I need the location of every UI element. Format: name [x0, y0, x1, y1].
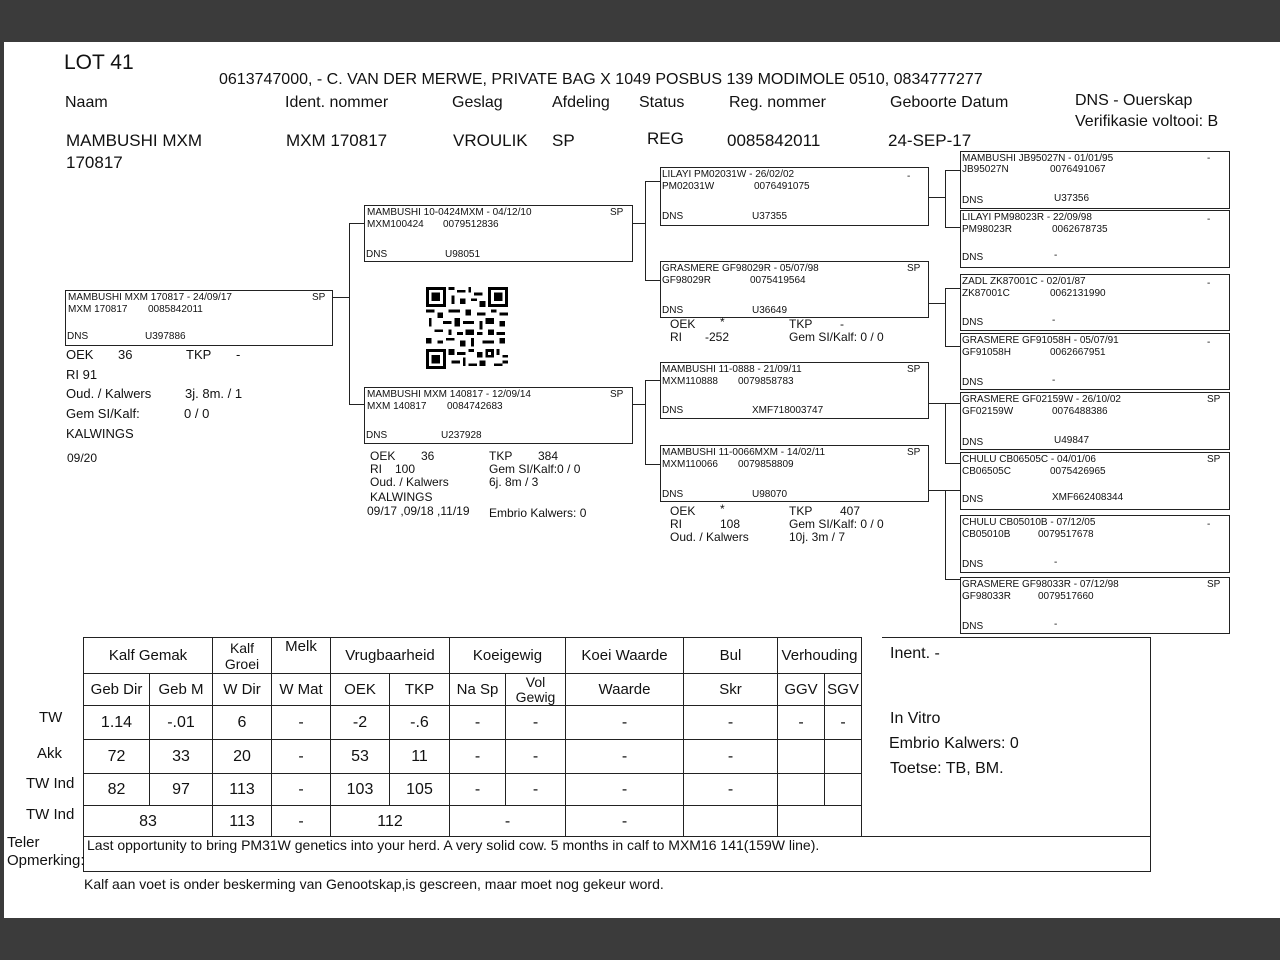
box-section: SP [1207, 454, 1221, 465]
gen2-oek-label: OEK [670, 317, 696, 331]
lot-number: LOT 41 [64, 51, 134, 74]
gen2-oek-value: * [720, 502, 725, 516]
header-afdeling: Afdeling [552, 94, 610, 111]
dam-tkp-label: TKP [489, 449, 513, 463]
box-dns-code: U98051 [445, 249, 481, 260]
gen2-tkp-value: - [840, 317, 844, 331]
pedigree-gen3-box [960, 333, 1230, 390]
box-dns: DNS [366, 430, 388, 441]
group-bul: Bul [684, 638, 778, 674]
akk-ggv [778, 740, 825, 774]
box-dns-code: U36649 [752, 305, 788, 316]
box-title: GRASMERE GF02159W - 26/10/02 [962, 394, 1121, 405]
subject-oud-value: 3j. 8m. / 1 [185, 386, 243, 401]
ind-sgv [825, 774, 862, 806]
box-section: - [1207, 214, 1211, 225]
subject-gem-label: Gem SI/Kalf: [66, 406, 140, 421]
tw-w-mat: - [272, 706, 331, 740]
table-subheader-row [84, 674, 862, 706]
box-dns: DNS [366, 249, 388, 260]
box-reg: 0076491075 [754, 181, 810, 192]
pedigree-gen3-box [960, 274, 1230, 331]
ind-vol-gewig: - [506, 774, 566, 806]
box-dns-code: U37355 [752, 211, 788, 222]
ind-w-dir: 113 [213, 774, 272, 806]
dam-embrio: Embrio Kalwers: 0 [489, 506, 587, 520]
remarks-label: Teler [7, 834, 40, 851]
connector [945, 403, 946, 463]
box-section: SP [907, 364, 921, 375]
box-dns: DNS [67, 331, 89, 342]
inent-label: Inent. - [890, 645, 940, 662]
sub-waarde: Waarde [566, 674, 684, 706]
sub-vol-gewig: Vol Gewig [506, 674, 566, 706]
subject-ri: RI 91 [66, 367, 98, 382]
gen2-ri-value: 108 [720, 517, 741, 531]
box-ident: MXM110066 [662, 459, 718, 470]
sub-w-dir: W Dir [213, 674, 272, 706]
pedigree-gen3-box [960, 392, 1230, 450]
gen2-tkp-value: 407 [840, 504, 861, 518]
in-vitro-label: In Vitro [890, 710, 941, 727]
table-row [84, 806, 862, 838]
box-ident: MXM110888 [662, 376, 718, 387]
box-section: SP [1207, 394, 1221, 405]
connector [929, 197, 945, 198]
table-row [84, 740, 862, 774]
header-naam: Naam [65, 94, 108, 111]
box-title: MAMBUSHI MXM 140817 - 12/09/14 [367, 389, 531, 400]
box-section: SP [610, 207, 624, 218]
connector [945, 170, 960, 171]
box-title: GRASMERE GF98029R - 05/07/98 [662, 263, 819, 274]
box-ident: PM02031W [662, 181, 715, 192]
ind-w-mat: - [272, 774, 331, 806]
box-section: SP [312, 292, 326, 303]
connector [349, 223, 364, 224]
box-section: SP [907, 447, 921, 458]
akk-oek: 53 [331, 740, 390, 774]
group-verhouding: Verhouding [778, 638, 862, 674]
box-title: MAMBUSHI MXM 170817 - 24/09/17 [68, 292, 232, 303]
dam-oek-value: 36 [421, 449, 435, 463]
connector [945, 288, 946, 346]
akk-tkp: 11 [390, 740, 450, 774]
connector [349, 223, 350, 404]
sub-skr: Skr [684, 674, 778, 706]
box-ident: MXM 170817 [68, 304, 128, 315]
ind2-koei-waarde: - [566, 806, 684, 838]
sub-sgv: SGV [825, 674, 862, 706]
group-kalf-groei: Kalf Groei [213, 638, 272, 674]
box-title: ZADL ZK87001C - 02/01/87 [962, 276, 1086, 287]
pedigree-gen3-box [960, 577, 1230, 634]
row-label-tw-ind-2: TW Ind [26, 806, 75, 823]
pedigree-sire-box [364, 205, 633, 262]
box-dns-code: - [1052, 315, 1056, 326]
pedigree-subject-box [65, 290, 333, 346]
akk-waarde: - [566, 740, 684, 774]
box-reg: 0079512836 [443, 219, 499, 230]
box-reg: 0079858783 [738, 376, 794, 387]
sub-na-sp: Na Sp [450, 674, 506, 706]
box-title: MAMBUSHI 11-0066MXM - 14/02/11 [662, 447, 826, 458]
box-title: CHULU CB06505C - 04/01/06 [962, 454, 1096, 465]
dam-ri-value: 100 [395, 462, 416, 476]
breeding-values-table [83, 637, 862, 838]
ind2-verhouding [778, 806, 862, 838]
subject-oek-value: 36 [118, 347, 133, 362]
box-title: GRASMERE GF98033R - 07/12/98 [962, 579, 1119, 590]
tw-w-dir: 6 [213, 706, 272, 740]
breeder-line: 0613747000, - C. VAN DER MERWE, PRIVATE BAG X 1049 POSBUS 139 MODIMOLE 0510, 0834777277 [219, 71, 983, 88]
connector [945, 227, 960, 228]
subject-oek-label: OEK [66, 347, 94, 362]
box-dns: DNS [962, 252, 984, 263]
animal-name-2: 170817 [66, 153, 123, 172]
box-ident: GF98029R [662, 275, 711, 286]
group-vrugbaarheid: Vrugbaarheid [331, 638, 450, 674]
gen2-oud-value: 10j. 3m / 7 [789, 530, 846, 544]
box-title: MAMBUSHI 11-0888 - 21/09/11 [662, 364, 802, 375]
pedigree-gen3-box [960, 452, 1230, 510]
header-dns: DNS - Ouerskap [1075, 92, 1193, 109]
tw-oek: -2 [331, 706, 390, 740]
box-ident: MXM100424 [367, 219, 424, 230]
box-section: SP [610, 389, 624, 400]
connector [945, 490, 960, 491]
box-reg: 0062678735 [1052, 224, 1108, 235]
box-dns: DNS [962, 621, 984, 632]
dam-gem: Gem SI/Kalf:0 / 0 [489, 462, 581, 476]
bottom-bar [0, 918, 1280, 960]
animal-sex: VROULIK [453, 131, 528, 150]
gen2-ri-value: -252 [705, 330, 730, 344]
box-ident: GF98033R [962, 591, 1011, 602]
box-section: SP [1207, 579, 1221, 590]
box-ident: GF91058H [962, 347, 1011, 358]
box-section: - [1207, 337, 1211, 348]
tw-sgv: - [825, 706, 862, 740]
box-reg: 0062131990 [1050, 288, 1106, 299]
box-title: GRASMERE GF91058H - 05/07/91 [962, 335, 1119, 346]
remarks-label-2: Opmerking: [7, 852, 85, 869]
connector [929, 403, 945, 404]
sub-geb-m: Geb M [150, 674, 213, 706]
connector [645, 380, 660, 381]
pedigree-gen2-box [660, 167, 929, 226]
ind2-bul [684, 806, 778, 838]
header-reg: Reg. nommer [729, 94, 826, 111]
tw-skr: - [684, 706, 778, 740]
header-geboorte: Geboorte Datum [890, 94, 1009, 111]
box-dns: DNS [662, 305, 684, 316]
top-bar [0, 0, 1280, 42]
box-ident: ZK87001C [962, 288, 1010, 299]
group-melk: Melk [272, 638, 331, 674]
connector [645, 280, 660, 281]
box-reg: 0084742683 [447, 401, 503, 412]
dam-oek-label: OEK [370, 449, 396, 463]
ind-skr: - [684, 774, 778, 806]
footer-note: Kalf aan voet is onder beskerming van Genootskap,is gescreen, maar moet nog gekeur word. [84, 876, 664, 892]
box-dns: DNS [962, 494, 984, 505]
header-status: Status [639, 94, 685, 111]
subject-kalwings: KALWINGS [66, 426, 134, 441]
box-dns-code: - [1054, 557, 1058, 568]
box-dns-code: - [1054, 250, 1058, 261]
animal-section: SP [552, 131, 575, 150]
sub-oek: OEK [331, 674, 390, 706]
connector [945, 288, 960, 289]
header-verifikasie: Verifikasie voltooi: B [1075, 113, 1219, 130]
tw-waarde: - [566, 706, 684, 740]
box-dns-code: U37356 [1054, 193, 1090, 204]
dam-ri-label: RI [370, 462, 382, 476]
dam-kalwings: KALWINGS [370, 490, 433, 504]
embrio-kalwers: Embrio Kalwers: 0 [889, 735, 1019, 752]
dam-tkp-value: 384 [538, 449, 559, 463]
akk-vol-gewig: - [506, 740, 566, 774]
connector [349, 404, 364, 405]
connector [633, 404, 645, 405]
box-dns-code: U237928 [441, 430, 482, 441]
group-koeigewig: Koeigewig [450, 638, 566, 674]
ind-geb-dir: 82 [84, 774, 150, 806]
table-header-row [84, 638, 862, 674]
qr-code [424, 287, 510, 369]
box-dns-code: XMF662408344 [1052, 492, 1124, 503]
connector [929, 303, 945, 304]
box-reg: 0079517678 [1038, 529, 1094, 540]
box-ident: CB05010B [962, 529, 1011, 540]
pedigree-gen3-box [960, 151, 1230, 209]
subject-gem-value: 0 / 0 [184, 406, 210, 421]
connector [645, 181, 646, 280]
box-dns-code: U98070 [752, 489, 788, 500]
box-dns: DNS [962, 437, 984, 448]
tw-geb-dir: 1.14 [84, 706, 150, 740]
connector [645, 464, 660, 465]
ind2-koeigewig: - [450, 806, 566, 838]
box-dns-code: XMF718003747 [752, 405, 824, 416]
ind-ggv [778, 774, 825, 806]
akk-w-dir: 20 [213, 740, 272, 774]
box-dns-code: - [1054, 619, 1058, 630]
box-section: - [1207, 519, 1211, 530]
connector [645, 380, 646, 464]
ind-tkp: 105 [390, 774, 450, 806]
ind2-kalf-groei: 113 [213, 806, 272, 838]
box-title: MAMBUSHI JB95027N - 01/01/95 [962, 153, 1114, 164]
ind2-melk: - [272, 806, 331, 838]
connector [945, 490, 946, 579]
box-reg: 0079858809 [738, 459, 794, 470]
tw-ggv: - [778, 706, 825, 740]
box-ident: CB06505C [962, 466, 1011, 477]
animal-birthdate: 24-SEP-17 [888, 131, 972, 150]
box-reg: 0076491067 [1050, 164, 1106, 175]
sub-geb-dir: Geb Dir [84, 674, 150, 706]
connector [633, 223, 645, 224]
box-section: - [1207, 278, 1211, 289]
box-section: - [907, 171, 911, 182]
box-title: CHULU CB05010B - 07/12/05 [962, 517, 1096, 528]
ind-waarde: - [566, 774, 684, 806]
box-reg: 0062667951 [1050, 347, 1106, 358]
box-dns: DNS [962, 195, 984, 206]
gen2-tkp-label: TKP [789, 317, 813, 331]
box-dns-code: - [1052, 375, 1056, 386]
pedigree-gen2-box [660, 445, 929, 502]
gen2-tkp-label: TKP [789, 504, 813, 518]
box-dns-code: U49847 [1054, 435, 1090, 446]
sub-tkp: TKP [390, 674, 450, 706]
pedigree-gen2-box [660, 362, 929, 419]
toetse-label: Toetse: TB, BM. [890, 760, 1004, 777]
gen2-ri-label: RI [670, 517, 682, 531]
pedigree-dam-box [364, 387, 633, 444]
connector [945, 579, 960, 580]
box-dns: DNS [962, 377, 984, 388]
animal-name: MAMBUSHI MXM [66, 131, 202, 150]
tw-tkp: -.6 [390, 706, 450, 740]
connector [945, 403, 960, 404]
pedigree-gen3-box [960, 515, 1230, 573]
remarks-text: Last opportunity to bring PM31W genetics into your herd. A very solid cow. 5 months in calf to MXM16 141(159W line). [87, 837, 820, 853]
row-label-tw-ind: TW Ind [26, 775, 75, 792]
box-dns-code: U397886 [145, 331, 186, 342]
box-dns: DNS [962, 559, 984, 570]
group-koei-waarde: Koei Waarde [566, 638, 684, 674]
ind-oek: 103 [331, 774, 390, 806]
box-reg: 0079517660 [1038, 591, 1094, 602]
ind-geb-m: 97 [150, 774, 213, 806]
connector [333, 297, 349, 298]
box-ident: JB95027N [962, 164, 1009, 175]
gen2-gem: Gem SI/Kalf: 0 / 0 [789, 330, 884, 344]
ind-na-sp: - [450, 774, 506, 806]
group-kalf-gemak: Kalf Gemak [84, 638, 213, 674]
box-reg: 0075426965 [1050, 466, 1106, 477]
box-title: LILAYI PM02031W - 26/02/02 [662, 169, 795, 180]
box-dns: DNS [662, 489, 684, 500]
row-label-akk: Akk [37, 745, 63, 762]
subject-oud-label: Oud. / Kalwers [66, 386, 152, 401]
connector [929, 490, 945, 491]
box-section: - [1207, 153, 1211, 164]
ind2-vrugbaarheid: 112 [331, 806, 450, 838]
akk-skr: - [684, 740, 778, 774]
table-row [84, 774, 862, 806]
box-dns: DNS [662, 211, 684, 222]
gen2-oud-label: Oud. / Kalwers [670, 530, 749, 544]
box-reg: 0076488386 [1052, 406, 1108, 417]
header-ident: Ident. nommer [285, 94, 389, 111]
box-dns: DNS [662, 405, 684, 416]
tw-vol-gewig: - [506, 706, 566, 740]
akk-sgv [825, 740, 862, 774]
animal-reg: 0085842011 [727, 131, 821, 150]
akk-na-sp: - [450, 740, 506, 774]
box-title: MAMBUSHI 10-0424MXM - 04/12/10 [367, 207, 532, 218]
gen2-gem: Gem SI/Kalf: 0 / 0 [789, 517, 884, 531]
dam-kalwings-dates: 09/17 ,09/18 ,11/19 [367, 504, 470, 518]
sub-ggv: GGV [778, 674, 825, 706]
box-ident: PM98023R [962, 224, 1013, 235]
connector [645, 181, 660, 182]
ind2-kalf-gemak: 83 [84, 806, 213, 838]
dam-oud-value: 6j. 8m / 3 [489, 475, 539, 489]
pedigree-gen2-box [660, 261, 929, 318]
tw-na-sp: - [450, 706, 506, 740]
dam-oud-label: Oud. / Kalwers [370, 475, 449, 489]
tw-geb-m: -.01 [150, 706, 213, 740]
header-geslag: Geslag [452, 94, 503, 111]
gen2-oek-label: OEK [670, 504, 696, 518]
box-title: LILAYI PM98023R - 22/09/98 [962, 212, 1092, 223]
row-label-tw: TW [39, 709, 63, 726]
subject-tkp-label: TKP [186, 347, 212, 362]
connector [945, 170, 946, 227]
connector [945, 463, 960, 464]
gen2-oek-value: * [720, 315, 725, 329]
akk-geb-m: 33 [150, 740, 213, 774]
box-ident: GF02159W [962, 406, 1014, 417]
connector [945, 346, 960, 347]
animal-status: REG [647, 129, 684, 148]
sub-w-mat: W Mat [272, 674, 331, 706]
animal-ident: MXM 170817 [286, 131, 388, 150]
box-reg: 0085842011 [148, 304, 203, 315]
subject-kalwings-date: 09/20 [67, 451, 98, 465]
box-ident: MXM 140817 [367, 401, 427, 412]
box-section: SP [907, 263, 921, 274]
gen2-ri-label: RI [670, 330, 682, 344]
akk-w-mat: - [272, 740, 331, 774]
subject-tkp-value: - [236, 347, 241, 362]
box-dns: DNS [962, 317, 984, 328]
pedigree-gen3-box [960, 210, 1230, 268]
akk-geb-dir: 72 [84, 740, 150, 774]
table-row [84, 706, 862, 740]
box-reg: 0075419564 [750, 275, 806, 286]
